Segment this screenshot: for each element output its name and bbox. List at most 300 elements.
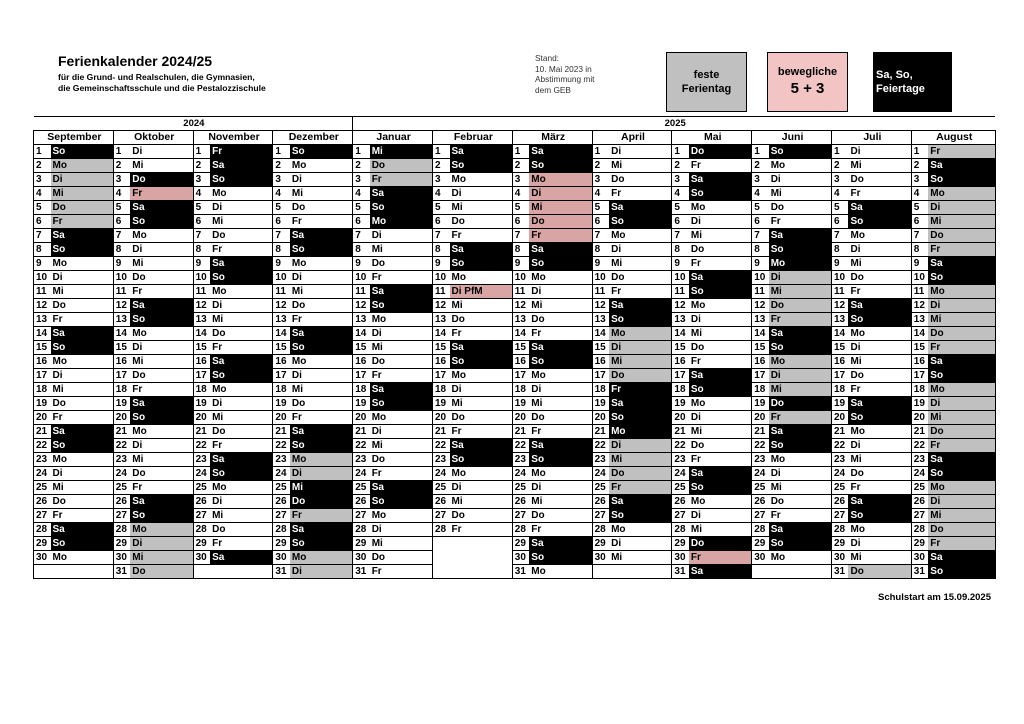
weekday-cell: Do xyxy=(529,509,592,523)
legend-weekends-holidays xyxy=(873,52,952,112)
day-number: 18 xyxy=(911,383,928,397)
weekday-cell: Sa xyxy=(529,537,592,551)
weekday-cell: Mo xyxy=(130,229,193,243)
day-number: 6 xyxy=(512,215,529,229)
day-number: 28 xyxy=(273,523,290,537)
weekday-cell: Di xyxy=(290,467,353,481)
weekday-cell: Do xyxy=(51,201,114,215)
weekday-cell: Mi xyxy=(130,551,193,565)
weekday-cell: Fr xyxy=(370,467,433,481)
weekday-cell: Do xyxy=(769,397,832,411)
day-number: 19 xyxy=(831,397,848,411)
weekday-cell: Do xyxy=(290,201,353,215)
day-number: 4 xyxy=(113,187,130,201)
weekday-cell: Di xyxy=(130,243,193,257)
weekday-cell: So xyxy=(290,243,353,257)
day-number: 9 xyxy=(831,257,848,271)
school-start-note: Schulstart am 15.09.2025 xyxy=(877,592,991,603)
day-number: 10 xyxy=(831,271,848,285)
weekday-cell: So xyxy=(130,411,193,425)
day-number: 6 xyxy=(34,215,51,229)
weekday-cell: Mo xyxy=(769,453,832,467)
day-number: 26 xyxy=(911,495,928,509)
weekday-cell: So xyxy=(130,509,193,523)
day-number: 14 xyxy=(831,327,848,341)
weekday-cell: So xyxy=(609,215,672,229)
day-number: 18 xyxy=(193,383,210,397)
day-number: 24 xyxy=(911,467,928,481)
day-number: 27 xyxy=(672,509,689,523)
weekday-cell: Do xyxy=(928,327,995,341)
page-title: Ferienkalender 2024/25 xyxy=(58,53,213,69)
weekday-cell: Mo xyxy=(689,397,752,411)
day-number: 15 xyxy=(34,341,51,355)
day-number: 29 xyxy=(592,537,609,551)
day-number: 9 xyxy=(193,257,210,271)
weekday-cell: Sa xyxy=(130,201,193,215)
day-row xyxy=(34,257,996,271)
day-number: 10 xyxy=(672,271,689,285)
stand-line: dem GEB xyxy=(535,84,571,95)
day-number: 11 xyxy=(34,285,51,299)
day-number: 13 xyxy=(34,313,51,327)
day-number: 18 xyxy=(353,383,370,397)
day-number: 18 xyxy=(672,383,689,397)
weekday-cell: Mi xyxy=(769,285,832,299)
year-label: 2024 xyxy=(34,117,353,131)
weekday-cell: Do xyxy=(609,369,672,383)
weekday-cell: Mo xyxy=(51,453,114,467)
day-number: 22 xyxy=(193,439,210,453)
day-number: 18 xyxy=(592,383,609,397)
day-number: 15 xyxy=(273,341,290,355)
weekday-cell: Mo xyxy=(51,257,114,271)
day-number: 14 xyxy=(672,327,689,341)
day-number: 16 xyxy=(34,355,51,369)
day-number: 18 xyxy=(433,383,450,397)
weekday-cell: Do xyxy=(609,271,672,285)
day-number: 30 xyxy=(831,551,848,565)
day-number: 1 xyxy=(512,145,529,159)
day-number: 5 xyxy=(273,201,290,215)
day-number: 29 xyxy=(113,537,130,551)
weekday-cell: So xyxy=(769,243,832,257)
weekday-cell: So xyxy=(51,243,114,257)
weekday-cell: Mo xyxy=(529,271,592,285)
day-number: 23 xyxy=(193,453,210,467)
weekday-cell: Sa xyxy=(928,551,995,565)
day-number: 2 xyxy=(752,159,769,173)
day-number: 6 xyxy=(911,215,928,229)
empty-cell xyxy=(592,565,672,579)
day-number: 3 xyxy=(433,173,450,187)
month-header: November xyxy=(193,131,273,145)
weekday-cell: Mo xyxy=(290,257,353,271)
weekday-cell: Fr xyxy=(928,439,995,453)
weekday-cell: Do xyxy=(51,397,114,411)
day-number: 16 xyxy=(353,355,370,369)
day-number: 3 xyxy=(273,173,290,187)
stand-line: Abstimmung mit xyxy=(535,74,595,84)
weekday-cell: Do xyxy=(928,425,995,439)
day-number: 22 xyxy=(353,439,370,453)
day-number: 30 xyxy=(592,551,609,565)
weekday-cell: Sa xyxy=(529,145,592,159)
weekday-cell: Sa xyxy=(51,327,114,341)
day-number: 11 xyxy=(113,285,130,299)
day-number: 1 xyxy=(672,145,689,159)
weekday-cell: Di xyxy=(450,187,513,201)
weekday-cell: Do xyxy=(450,509,513,523)
day-row xyxy=(34,201,996,215)
weekday-cell: Sa xyxy=(689,565,752,579)
weekday-cell: Do xyxy=(928,523,995,537)
weekday-cell: So xyxy=(370,299,433,313)
day-number: 11 xyxy=(752,285,769,299)
day-number: 3 xyxy=(831,173,848,187)
day-number: 9 xyxy=(34,257,51,271)
day-number: 8 xyxy=(592,243,609,257)
day-number: 10 xyxy=(193,271,210,285)
day-number: 1 xyxy=(353,145,370,159)
weekday-cell: Di xyxy=(370,327,433,341)
day-number: 9 xyxy=(433,257,450,271)
day-number: 1 xyxy=(34,145,51,159)
day-number: 16 xyxy=(752,355,769,369)
weekday-cell: So xyxy=(769,145,832,159)
day-number: 5 xyxy=(34,201,51,215)
legend-label: 5 + 3 xyxy=(790,80,825,97)
day-number: 26 xyxy=(672,495,689,509)
weekday-cell: So xyxy=(210,271,273,285)
weekday-cell: Do xyxy=(848,271,911,285)
day-number: 14 xyxy=(433,327,450,341)
weekday-cell: Mi xyxy=(609,551,672,565)
day-number: 24 xyxy=(353,467,370,481)
day-number: 13 xyxy=(911,313,928,327)
weekday-cell: Di xyxy=(290,369,353,383)
day-number: 27 xyxy=(433,509,450,523)
day-number: 17 xyxy=(113,369,130,383)
day-number: 29 xyxy=(672,537,689,551)
weekday-cell: Do xyxy=(130,565,193,579)
weekday-cell: So xyxy=(51,341,114,355)
weekday-cell: Mi xyxy=(848,159,911,173)
day-number: 13 xyxy=(353,313,370,327)
day-number: 28 xyxy=(512,523,529,537)
weekday-cell: Fr xyxy=(928,341,995,355)
weekday-cell: Do xyxy=(130,467,193,481)
day-number: 13 xyxy=(433,313,450,327)
day-number: 5 xyxy=(193,201,210,215)
weekday-cell: Do xyxy=(529,411,592,425)
weekday-cell: Sa xyxy=(689,369,752,383)
day-number: 11 xyxy=(831,285,848,299)
weekday-cell: Di xyxy=(529,481,592,495)
weekday-cell: Do xyxy=(130,173,193,187)
day-number: 3 xyxy=(672,173,689,187)
stand-line: 10. Mai 2023 in xyxy=(535,63,592,74)
weekday-cell: Sa xyxy=(290,327,353,341)
day-number: 15 xyxy=(911,341,928,355)
weekday-cell: Di xyxy=(769,369,832,383)
day-number: 9 xyxy=(592,257,609,271)
day-number: 30 xyxy=(353,551,370,565)
day-row xyxy=(34,215,996,229)
day-number: 17 xyxy=(752,369,769,383)
weekday-cell: Di xyxy=(769,467,832,481)
day-number: 21 xyxy=(113,425,130,439)
day-number: 6 xyxy=(752,215,769,229)
day-number: 10 xyxy=(353,271,370,285)
day-number: 23 xyxy=(831,453,848,467)
weekday-cell: Sa xyxy=(51,425,114,439)
weekday-cell: Sa xyxy=(689,271,752,285)
day-number: 21 xyxy=(672,425,689,439)
day-number: 2 xyxy=(911,159,928,173)
weekday-cell: Do xyxy=(689,145,752,159)
weekday-cell: Mo xyxy=(769,257,832,271)
day-number: 11 xyxy=(273,285,290,299)
day-number: 7 xyxy=(433,229,450,243)
day-number: 4 xyxy=(34,187,51,201)
day-number: 27 xyxy=(911,509,928,523)
day-number: 23 xyxy=(273,453,290,467)
day-number: 21 xyxy=(512,425,529,439)
weekday-cell: Sa xyxy=(609,201,672,215)
day-number: 2 xyxy=(353,159,370,173)
day-number: 13 xyxy=(752,313,769,327)
day-number: 10 xyxy=(592,271,609,285)
weekday-cell: Mi xyxy=(928,411,995,425)
day-number: 6 xyxy=(672,215,689,229)
weekday-cell: Mi xyxy=(529,299,592,313)
weekday-cell: Di xyxy=(848,341,911,355)
day-number: 24 xyxy=(592,467,609,481)
day-number: 5 xyxy=(113,201,130,215)
legend-label: Ferientag xyxy=(681,83,732,95)
weekday-cell: Di xyxy=(210,299,273,313)
day-number: 5 xyxy=(831,201,848,215)
weekday-cell: Fr xyxy=(130,187,193,201)
day-number: 11 xyxy=(512,285,529,299)
weekday-cell: Fr xyxy=(609,481,672,495)
weekday-cell: Do xyxy=(370,551,433,565)
day-number: 22 xyxy=(34,439,51,453)
weekday-cell: Di xyxy=(928,201,995,215)
day-number: 20 xyxy=(592,411,609,425)
weekday-cell: Di xyxy=(928,495,995,509)
weekday-cell: So xyxy=(689,481,752,495)
weekday-cell: So xyxy=(370,201,433,215)
weekday-cell: Do xyxy=(529,313,592,327)
weekday-cell: Di xyxy=(370,229,433,243)
weekday-cell: Di xyxy=(529,383,592,397)
day-row xyxy=(34,523,996,537)
day-number: 29 xyxy=(273,537,290,551)
day-number: 22 xyxy=(113,439,130,453)
day-number: 25 xyxy=(911,481,928,495)
weekday-cell: Di xyxy=(848,243,911,257)
weekday-cell: Di xyxy=(370,425,433,439)
day-row xyxy=(34,467,996,481)
day-number: 22 xyxy=(752,439,769,453)
day-number: 31 xyxy=(273,565,290,579)
day-number: 8 xyxy=(911,243,928,257)
day-number: 15 xyxy=(831,341,848,355)
day-number: 10 xyxy=(752,271,769,285)
weekday-cell: Mi xyxy=(130,159,193,173)
weekday-cell: Do xyxy=(290,299,353,313)
month-header: März xyxy=(512,131,592,145)
day-number: 8 xyxy=(34,243,51,257)
weekday-cell: Mi xyxy=(609,453,672,467)
day-number: 5 xyxy=(752,201,769,215)
day-number: 14 xyxy=(752,327,769,341)
weekday-cell: Do xyxy=(210,229,273,243)
day-number: 6 xyxy=(353,215,370,229)
day-number: 13 xyxy=(592,313,609,327)
weekday-cell: Mi xyxy=(848,257,911,271)
weekday-cell: Sa xyxy=(370,285,433,299)
weekday-cell: Mi xyxy=(848,551,911,565)
weekday-cell: Fr xyxy=(450,327,513,341)
weekday-cell: So xyxy=(51,537,114,551)
day-number: 1 xyxy=(273,145,290,159)
day-number: 15 xyxy=(193,341,210,355)
day-number: 23 xyxy=(34,453,51,467)
day-number: 27 xyxy=(592,509,609,523)
day-number: 28 xyxy=(911,523,928,537)
day-number: 29 xyxy=(831,537,848,551)
weekday-cell: Do xyxy=(51,495,114,509)
day-number: 9 xyxy=(273,257,290,271)
day-number: 3 xyxy=(592,173,609,187)
weekday-cell: Sa xyxy=(450,439,513,453)
weekday-cell: Sa xyxy=(769,523,832,537)
month-header: September xyxy=(34,131,114,145)
month-header: Januar xyxy=(353,131,433,145)
weekday-cell: Mi xyxy=(689,229,752,243)
day-number: 28 xyxy=(831,523,848,537)
legend-label: Feiertage xyxy=(876,83,925,95)
weekday-cell: Sa xyxy=(689,467,752,481)
weekday-cell: Fr xyxy=(848,481,911,495)
weekday-cell: Mi xyxy=(928,215,995,229)
weekday-cell: Fr xyxy=(210,145,273,159)
day-number: 5 xyxy=(911,201,928,215)
day-number: 22 xyxy=(512,439,529,453)
day-number: 26 xyxy=(831,495,848,509)
weekday-cell: Sa xyxy=(928,257,995,271)
day-number: 17 xyxy=(34,369,51,383)
weekday-cell: Sa xyxy=(609,495,672,509)
weekday-cell: Do xyxy=(848,565,911,579)
weekday-cell: So xyxy=(609,509,672,523)
weekday-cell: Mo xyxy=(210,481,273,495)
day-number: 12 xyxy=(672,299,689,313)
day-number: 19 xyxy=(193,397,210,411)
day-number: 20 xyxy=(273,411,290,425)
weekday-cell: Di xyxy=(529,285,592,299)
day-number: 24 xyxy=(193,467,210,481)
weekday-cell: Mo xyxy=(609,229,672,243)
empty-cell xyxy=(34,565,114,579)
day-number: 13 xyxy=(273,313,290,327)
weekday-cell: So xyxy=(769,341,832,355)
weekday-cell: Sa xyxy=(450,145,513,159)
weekday-cell: Di xyxy=(130,145,193,159)
day-number: 25 xyxy=(193,481,210,495)
weekday-cell: Sa xyxy=(51,229,114,243)
weekday-cell: So xyxy=(450,355,513,369)
weekday-cell: Di xyxy=(51,173,114,187)
weekday-cell: Sa xyxy=(769,229,832,243)
weekday-cell: So xyxy=(290,439,353,453)
weekday-cell: Sa xyxy=(769,425,832,439)
day-number: 31 xyxy=(113,565,130,579)
weekday-cell: So xyxy=(290,537,353,551)
day-number: 16 xyxy=(592,355,609,369)
weekday-cell: Di xyxy=(290,173,353,187)
day-number: 13 xyxy=(831,313,848,327)
day-number: 15 xyxy=(353,341,370,355)
day-row xyxy=(34,327,996,341)
weekday-cell: Mo xyxy=(51,551,114,565)
day-number: 1 xyxy=(592,145,609,159)
weekday-cell: Mo xyxy=(928,285,995,299)
weekday-cell: Mo xyxy=(689,299,752,313)
day-number: 31 xyxy=(911,565,928,579)
weekday-cell: Fr xyxy=(130,481,193,495)
day-number: 12 xyxy=(592,299,609,313)
day-number: 24 xyxy=(113,467,130,481)
weekday-cell: Fr xyxy=(51,509,114,523)
day-number: 4 xyxy=(512,187,529,201)
day-number: 7 xyxy=(34,229,51,243)
weekday-cell: Mi xyxy=(290,285,353,299)
day-number: 2 xyxy=(592,159,609,173)
day-number: 5 xyxy=(672,201,689,215)
weekday-cell: Di PfM xyxy=(450,285,513,299)
weekday-cell: Mo xyxy=(848,425,911,439)
day-number: 23 xyxy=(433,453,450,467)
day-number: 13 xyxy=(512,313,529,327)
weekday-cell: Fr xyxy=(370,565,433,579)
day-number: 12 xyxy=(34,299,51,313)
weekday-cell: Di xyxy=(450,383,513,397)
weekday-cell: Mo xyxy=(928,481,995,495)
day-row xyxy=(34,243,996,257)
weekday-cell: Mi xyxy=(370,439,433,453)
weekday-cell: Fr xyxy=(130,285,193,299)
weekday-cell: Fr xyxy=(769,509,832,523)
weekday-cell: Mo xyxy=(210,383,273,397)
weekday-cell: Di xyxy=(210,201,273,215)
day-number: 13 xyxy=(672,313,689,327)
weekday-cell: So xyxy=(51,439,114,453)
weekday-cell: So xyxy=(130,313,193,327)
weekday-cell: Mo xyxy=(290,551,353,565)
weekday-cell: Fr xyxy=(370,271,433,285)
day-number: 16 xyxy=(433,355,450,369)
weekday-cell: Di xyxy=(689,411,752,425)
weekday-cell: Mi xyxy=(290,383,353,397)
empty-cell xyxy=(193,565,273,579)
weekday-cell: Mi xyxy=(210,313,273,327)
weekday-cell: Sa xyxy=(848,299,911,313)
weekday-cell: Di xyxy=(769,173,832,187)
